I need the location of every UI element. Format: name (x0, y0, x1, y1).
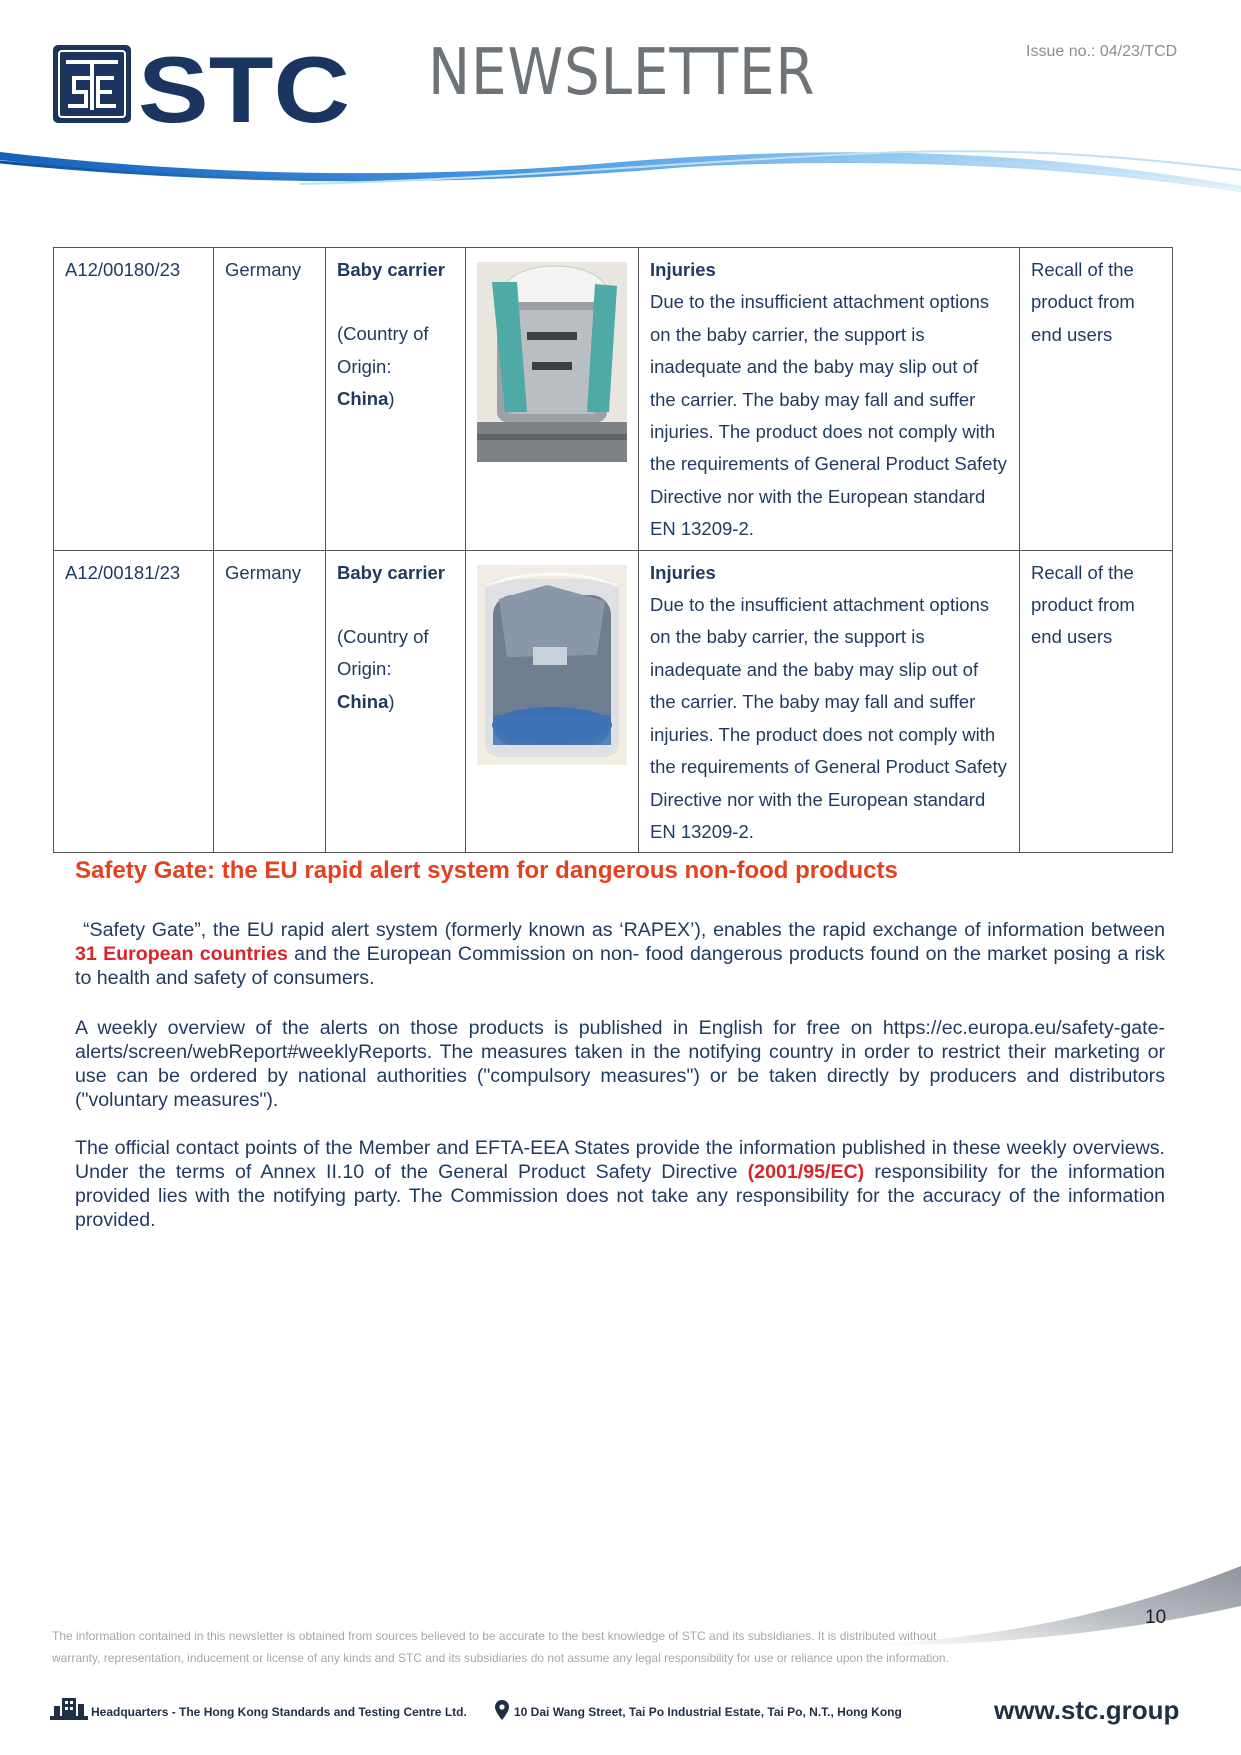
disclaimer-line-1: The information contained in this newsletter is obtained from sources believed to be accurate to the best knowledge of STC and its subsidiaries. It is distributed without (52, 1629, 937, 1643)
safety-gate-heading: Safety Gate: the EU rapid alert system for dangerous non-food products (75, 857, 898, 884)
product-name: Baby carrier (337, 561, 445, 583)
risk-description: Due to the insufficient attachment options on the baby carrier, the support is inadequate and the baby may slip out of the carrier. The baby may fall and suffer injuries. The product does not comply with the requirements of General Product Safety Directive nor with the European standard EN 13209-2. (650, 291, 1007, 540)
risk-description: Due to the insufficient attachment options on the baby carrier, the support is inadequate and the baby may slip out of the carrier. The baby may fall and suffer injuries. The product does not comply with the requirements of General Product Safety Directive nor with the European standard EN 13209-2. (650, 594, 1007, 842)
location-pin-icon (495, 1700, 509, 1720)
risk-title: Injuries (650, 259, 716, 280)
risk-cell (639, 248, 1020, 551)
logo-text: STC (138, 44, 350, 126)
paragraph-text: The official contact points of the Member and EFTA-EEA States provide the information published in these weekly overviews. Under the terms of Annex II.10 of the General Product Safety Directive (75, 1137, 1165, 1183)
issue-number: Issue no.: 04/23/TCD (1026, 43, 1178, 60)
origin-close: ) (388, 388, 395, 410)
newsletter-title: NEWSLETTER (428, 36, 816, 110)
notifying-country: Germany (214, 248, 326, 551)
measures-taken: Recall of the product from end users (1020, 550, 1173, 853)
highlight-countries: 31 European countries (75, 943, 288, 965)
origin-close: ) (388, 690, 395, 712)
risk-title: Injuries (650, 561, 716, 583)
disclaimer-line-2: warranty, representation, inducement or license of any kinds and STC and its subsidiaries do not assume any legal responsibility for use or reliance upon the information. (52, 1651, 949, 1665)
website-link[interactable]: www.stc.group (994, 1695, 1180, 1725)
product-cell (326, 248, 466, 551)
safety-gate-paragraph-1 (75, 918, 1165, 990)
product-name: Baby carrier (337, 259, 445, 280)
building-icon (50, 1696, 88, 1720)
baby-carrier-packaged-photo (477, 565, 627, 765)
origin-label: (Country of Origin: (337, 323, 429, 377)
address-text: 10 Dai Wang Street, Tai Po Industrial Estate, Tai Po, N.T., Hong Kong (514, 1705, 902, 1719)
product-photo-cell (466, 550, 639, 853)
paragraph-text: responsibility for the information provided lies with the notifying party. The Commission does not take any responsibility for the accuracy of the information provided. (75, 1161, 1166, 1231)
table-row (54, 248, 1173, 551)
origin-country: China (337, 690, 389, 712)
measures-taken: Recall of the product from end users (1020, 248, 1173, 551)
alert-table (53, 247, 1173, 853)
notifying-country: Germany (214, 550, 326, 853)
table-row (54, 550, 1173, 853)
origin-label: (Country of Origin: (337, 626, 429, 680)
paragraph-text: “Safety Gate”, the EU rapid alert system (formerly known as ‘RAPEX’), enables the rapid exchange of information between (83, 919, 1165, 941)
safety-gate-paragraph-3 (75, 1136, 1165, 1232)
origin-country: China (337, 388, 389, 410)
header-wave-decoration (0, 140, 1241, 200)
alert-reference: A12/00180/23 (54, 248, 214, 551)
alert-reference: A12/00181/23 (54, 550, 214, 853)
baby-carrier-photo (477, 262, 627, 462)
risk-cell (639, 550, 1020, 853)
stc-logo (52, 44, 352, 131)
product-photo-cell (466, 248, 639, 551)
page-number: 10 (1145, 1607, 1167, 1628)
safety-gate-paragraph-2: A weekly overview of the alerts on those products is published in English for free on https://ec.europa.eu/safety-gate-alerts/screen/webReport#weeklyReports. The measures taken in the notifying country in order to restrict their marketing or use can be ordered by national authorities ("compulsory measures") or be taken directly by producers and distributors ("voluntary measures"). (75, 1017, 1165, 1111)
headquarters-text: Headquarters - The Hong Kong Standards and Testing Centre Ltd. (91, 1705, 467, 1719)
highlight-directive: (2001/95/EC) (747, 1161, 865, 1183)
product-cell (326, 550, 466, 853)
paragraph-text: and the European Commission on non- food dangerous products found on the market posing a risk to health and safety of consumers. (75, 943, 1165, 989)
